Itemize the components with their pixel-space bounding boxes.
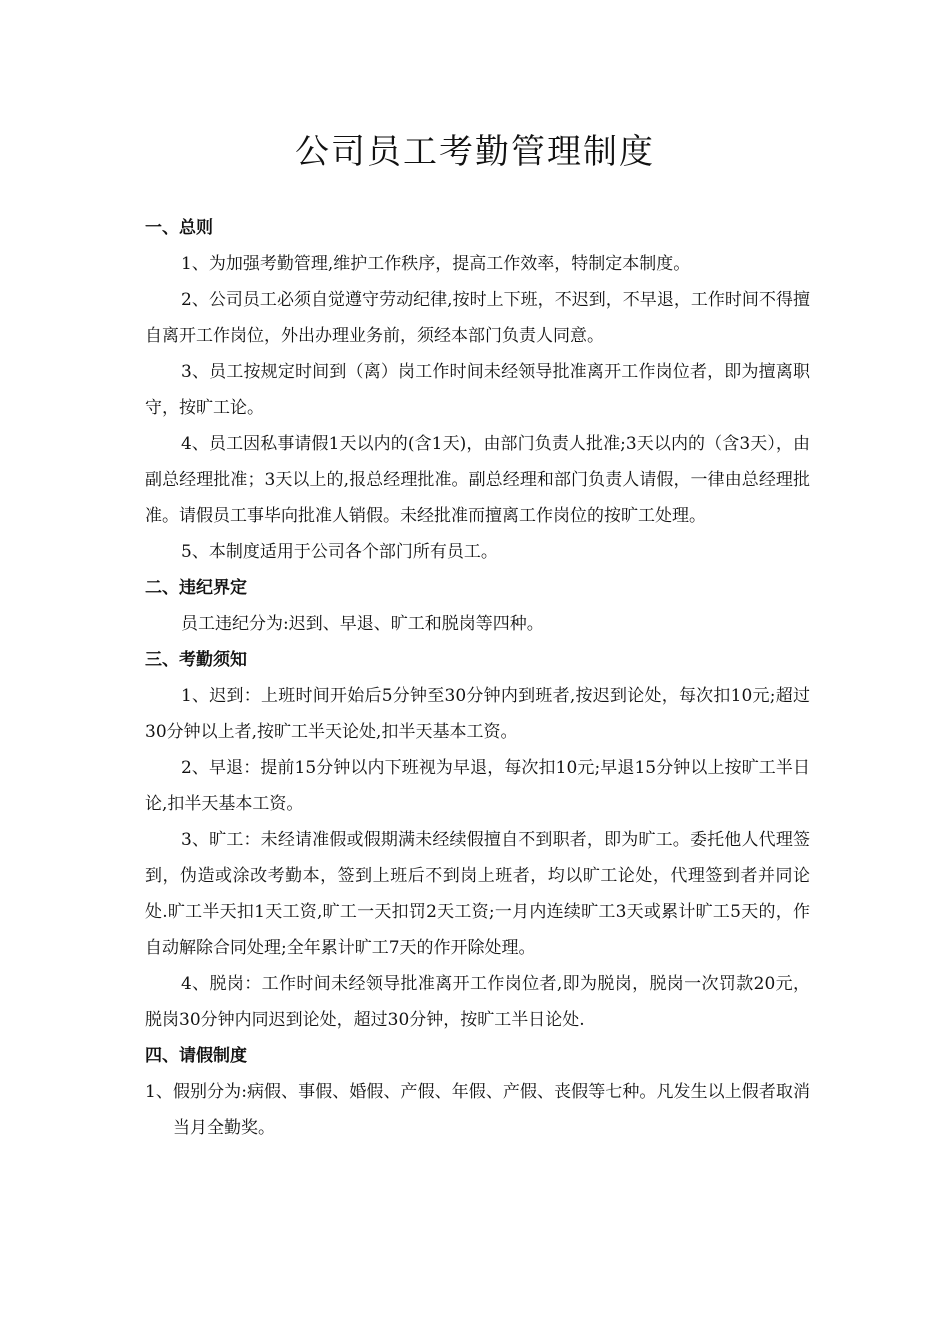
section-heading-attendance-rules: 三、考勤须知 — [145, 650, 247, 670]
section-heading-general: 一、总则 — [145, 218, 213, 238]
paragraph: 5、本制度适用于公司各个部门所有员工。 — [181, 542, 498, 562]
paragraph: 2、早退：提前15分钟以内下班视为早退，每次扣10元;早退15分钟以上按旷工半日论,扣半天基本工资。 — [145, 758, 810, 814]
paragraph: 3、员工按规定时间到（离）岗工作时间未经领导批准离开工作岗位者，即为擅离职守，按旷工论。 — [145, 362, 810, 418]
paragraph: 4、员工因私事请假1天以内的(含1天)，由部门负责人批准;3天以内的（含3天），由副总经理批准；3天以上的,报总经理批准。副总经理和部门负责人请假，一律由总经理批准。请假员工事毕向批准人销假。未经批准而擅离工作岗位的按旷工处理。 — [145, 434, 810, 526]
paragraph: 2、公司员工必须自觉遵守劳动纪律,按时上下班，不迟到，不早退，工作时间不得擅自离开工作岗位，外出办理业务前，须经本部门负责人同意。 — [145, 290, 810, 346]
paragraph: 员工违纪分为:迟到、早退、旷工和脱岗等四种。 — [181, 614, 544, 634]
document-body — [145, 210, 810, 1146]
section-heading-violations: 二、违纪界定 — [145, 578, 247, 598]
section-heading-leave-policy: 四、请假制度 — [145, 1046, 247, 1066]
document-title: 公司员工考勤管理制度 — [295, 132, 655, 172]
paragraph: 4、脱岗：工作时间未经领导批准离开工作岗位者,即为脱岗，脱岗一次罚款20元，脱岗30分钟内同迟到论处，超过30分钟，按旷工半日论处. — [145, 974, 810, 1030]
paragraph: 1、为加强考勤管理,维护工作秩序，提高工作效率，特制定本制度。 — [181, 254, 691, 274]
paragraph: 3、旷工：未经请准假或假期满未经续假擅自不到职者，即为旷工。委托他人代理签到，伪造或涂改考勤本，签到上班后不到岗上班者，均以旷工论处，代理签到者并同论处.旷工半天扣1天工资,旷工一天扣罚2天工资;一月内连续旷工3天或累计旷工5天的，作自动解除合同处理;全年累计旷工7天的作开除处理。 — [145, 830, 810, 958]
paragraph: 1、假别分为:病假、事假、婚假、产假、年假、产假、丧假等七种。凡发生以上假者取消当月全勤奖。 — [145, 1082, 810, 1138]
paragraph: 1、迟到：上班时间开始后5分钟至30分钟内到班者,按迟到论处，每次扣10元;超过30分钟以上者,按旷工半天论处,扣半天基本工资。 — [145, 686, 810, 742]
